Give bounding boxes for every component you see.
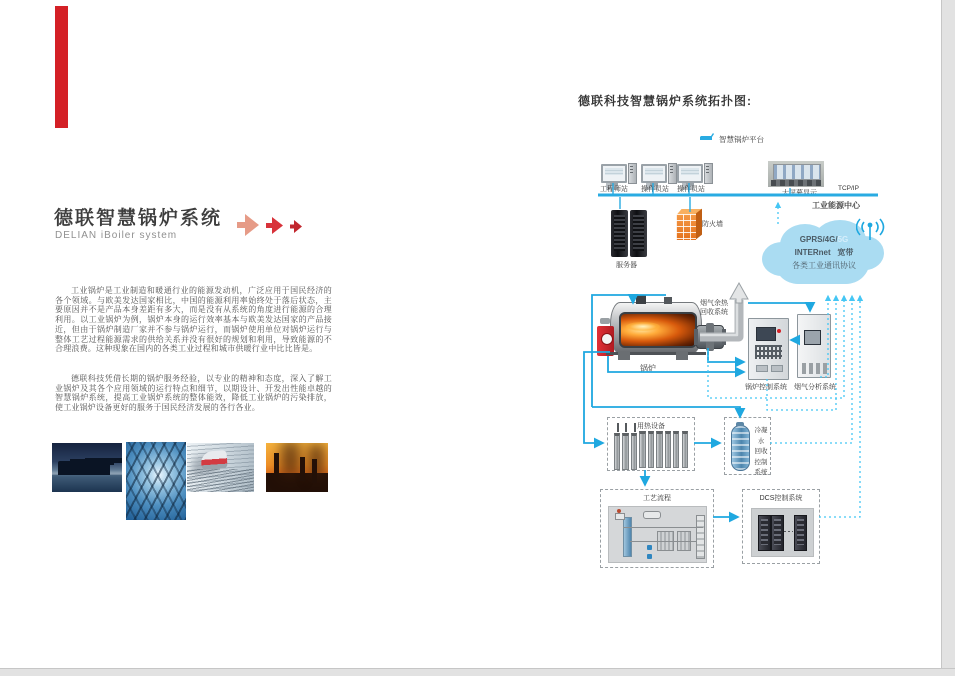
antenna-icon bbox=[856, 216, 886, 242]
heat-equipment-graphic bbox=[614, 431, 688, 466]
process-flow-label: 工艺流程 bbox=[643, 495, 671, 502]
red-accent-bar bbox=[55, 6, 68, 128]
photo-cargo-ship bbox=[52, 443, 122, 492]
server-icon bbox=[611, 210, 628, 257]
page-edge-right bbox=[941, 0, 955, 676]
control-room-desks bbox=[771, 180, 821, 186]
big-screen-label: 大屏幕显示 bbox=[782, 190, 817, 197]
title-arrows-icon bbox=[235, 208, 310, 242]
firewall-label: 防火墙 bbox=[702, 221, 723, 228]
boiler-control-cabinet-icon bbox=[748, 318, 789, 380]
cloud-text: GPRS/4G/5G INTERnet 宽带 各类工业通讯协议 bbox=[792, 235, 856, 270]
photo-factory-sunset bbox=[266, 443, 328, 492]
condensate-label: 冷凝水 回收 控制 系统 bbox=[754, 427, 768, 476]
condensate-recovery-box bbox=[724, 417, 771, 475]
server-icon bbox=[630, 210, 647, 257]
computer-tower-icon bbox=[668, 163, 677, 184]
platform-label: 智慧锅炉平台 bbox=[719, 135, 764, 144]
server-label: 服务器 bbox=[616, 262, 637, 269]
computer-tower-icon bbox=[628, 163, 637, 184]
diagram-title: 德联科技智慧锅炉系统拓扑图: bbox=[578, 94, 752, 108]
boiler-label: 锅炉 bbox=[640, 364, 656, 373]
page-edge-bottom bbox=[0, 668, 955, 676]
heat-exchanger-icon bbox=[696, 325, 724, 349]
station-label: 工程师站 bbox=[600, 186, 628, 193]
control-room-photo bbox=[768, 161, 824, 187]
process-flow-diagram bbox=[608, 506, 707, 563]
station-label: 操作员站 bbox=[641, 186, 669, 193]
page-subtitle: DELIAN iBoiler system bbox=[55, 230, 178, 241]
condensate-tank-icon bbox=[731, 425, 750, 471]
process-flow-box bbox=[600, 489, 714, 568]
flue-gas-analysis-label: 烟气分析系统 bbox=[794, 384, 836, 391]
monitor-icon bbox=[601, 164, 627, 183]
platform-icon bbox=[698, 132, 716, 143]
energy-center-label: 工业能源中心 bbox=[812, 201, 860, 210]
monitor-icon bbox=[641, 164, 667, 183]
network-protocol-label: TCP/IP bbox=[838, 185, 859, 192]
photo-high-speed-train bbox=[187, 443, 254, 492]
page-title: 德联智慧锅炉系统 bbox=[54, 208, 223, 229]
intro-paragraph: 工业锅炉是工业制造和暖通行业的能源发动机，广泛应用于国民经济的各个领域。与欧美发达国家相比，中国的能源利用率始终处于落后状态，主要原因并不是产品本身差距有多大，而是没有从系统的角度进行能源的合理利用。以工业锅炉为例，锅炉本身的运行效率基本与欧美发达国家的产品接近，但由于锅炉制造厂家并不参与锅炉运行，而锅炉使用单位对锅炉运行与整体工艺过程能源需求的供给关系并没有很好的规划和利用，导致能源的不合理浪费。这种现象在国内的各类工业过程和城市供暖行业中比比皆是。 bbox=[55, 286, 332, 354]
dcs-cabinets-graphic bbox=[751, 508, 814, 557]
flue-gas-analysis-cabinet-icon bbox=[797, 314, 831, 378]
video-wall bbox=[773, 164, 821, 180]
boiler-control-label: 锅炉控制系统 bbox=[745, 384, 787, 391]
heat-recovery-label: 烟气余热 回收系统 bbox=[700, 300, 728, 316]
chimney-arrow-icon bbox=[730, 283, 748, 303]
photo-glass-building bbox=[126, 442, 186, 520]
dcs-box bbox=[742, 489, 820, 564]
dcs-label: DCS控制系统 bbox=[759, 495, 803, 502]
heat-equipment-label: 用热设备 bbox=[637, 423, 665, 430]
monitor-icon bbox=[677, 164, 703, 183]
computer-tower-icon bbox=[704, 163, 713, 184]
boiler-flame bbox=[619, 312, 697, 348]
heat-equipment-box bbox=[607, 417, 695, 471]
station-label: 操作员站 bbox=[677, 186, 705, 193]
company-paragraph: 德联科技凭借长期的锅炉服务经验，以专业的精神和态度，深入了解工业锅炉及其各个应用领域的运行特点和细节，以期设计、开发出性能卓越的智慧锅炉系统，提高工业锅炉系统的整体能效，降低工业锅炉的污染排放，使工业锅炉设备更好的服务于国民经济发展的各行各业。 bbox=[55, 374, 332, 413]
